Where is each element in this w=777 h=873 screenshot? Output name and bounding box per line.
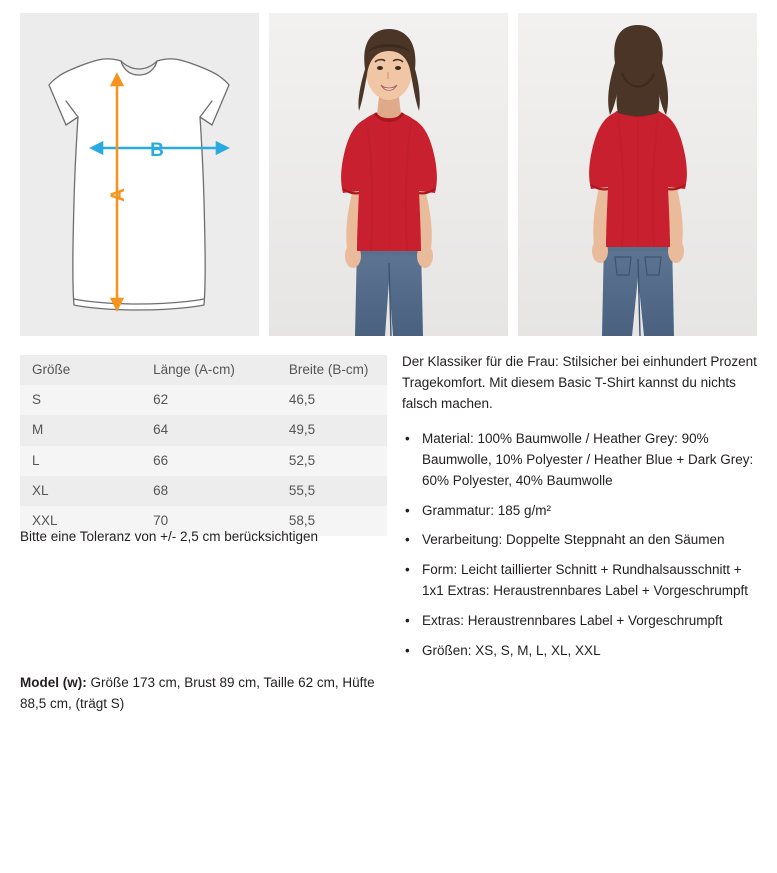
width-label-b: B (150, 140, 164, 161)
model-back-photo-tile[interactable] (518, 13, 757, 336)
cell-length: 66 (141, 446, 277, 476)
table-row (20, 385, 387, 415)
list-item: • Material: 100% Baumwolle / Heather Grey: 90% Baumwolle, 10% Polyester / Heather Blue + Dark Grey: 60% Polyester, 40% Baumwolle (418, 429, 757, 492)
shirt-technical-drawing (20, 13, 259, 336)
cell-length: 64 (141, 415, 277, 445)
cell-length: 68 (141, 476, 277, 506)
cell-size: XXL (20, 506, 141, 536)
table-row (20, 415, 387, 445)
model-front-photo-tile[interactable] (269, 13, 508, 336)
column-header-length: Länge (A-cm) (141, 355, 277, 385)
description-intro: Der Klassiker für die Frau: Stilsicher bei einhundert Prozent Tragekomfort. Mit diesem Basic T-Shirt kannst du nichts falsch machen. (402, 354, 757, 411)
model-front-photo (269, 13, 508, 336)
technical-drawing-tile[interactable] (20, 13, 259, 336)
cell-width: 46,5 (277, 385, 387, 415)
cell-width: 52,5 (277, 446, 387, 476)
cell-length: 62 (141, 385, 277, 415)
model-note-text: Größe 173 cm, Brust 89 cm, Taille 62 cm, Hüfte 88,5 cm, (trägt S) (20, 675, 375, 711)
table-header-row (20, 355, 387, 385)
model-note-label: Model (w): (20, 675, 87, 690)
tolerance-note: Bitte eine Toleranz von +/- 2,5 cm berücksichtigen (20, 529, 319, 544)
cell-size: XL (20, 476, 141, 506)
model-back-photo (518, 13, 757, 336)
length-label-a: A (108, 188, 129, 202)
cell-width: 55,5 (277, 476, 387, 506)
cell-size: M (20, 415, 141, 445)
list-item: • Größen: XS, S, M, L, XL, XXL (418, 641, 757, 662)
table-row (20, 476, 387, 506)
list-item: • Verarbeitung: Doppelte Steppnaht an den Säumen (418, 530, 757, 551)
table-row (20, 446, 387, 476)
list-item: • Grammatur: 185 g/m² (418, 501, 757, 522)
size-table (20, 355, 387, 536)
cell-width: 58,5 (277, 506, 387, 536)
cell-width: 49,5 (277, 415, 387, 445)
column-header-size: Größe (20, 355, 141, 385)
list-item: • Form: Leicht taillierter Schnitt + Rundhalsausschnitt + 1x1 Extras: Heraustrennbares Label + Vorgeschrumpft (418, 560, 757, 602)
column-header-width: Breite (B-cm) (277, 355, 387, 385)
cell-size: S (20, 385, 141, 415)
description-bullet-list (402, 429, 757, 662)
model-note (20, 673, 386, 715)
product-description (402, 352, 757, 671)
product-image-gallery (20, 13, 757, 336)
cell-size: L (20, 446, 141, 476)
list-item: • Extras: Heraustrennbares Label + Vorgeschrumpft (418, 611, 757, 632)
cell-length: 70 (141, 506, 277, 536)
